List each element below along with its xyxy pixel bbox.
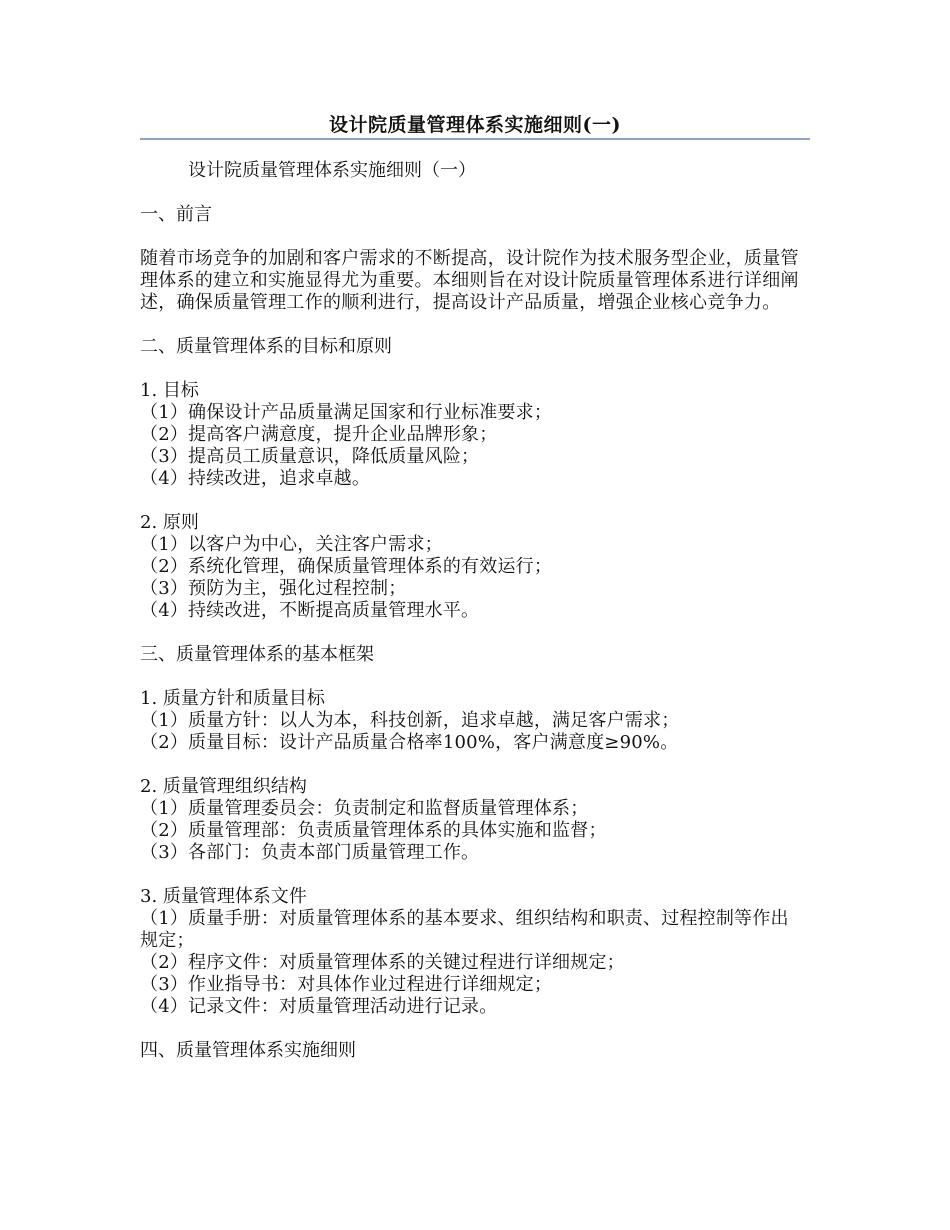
list-item: （1）质量手册：对质量管理体系的基本要求、组织结构和职责、过程控制等作出规定； bbox=[140, 908, 789, 951]
list-item: （3）预防为主，强化过程控制； bbox=[140, 578, 407, 599]
goals-group bbox=[140, 380, 805, 490]
list-item: （1）质量方针：以人为本，科技创新，追求卓越，满足客户需求； bbox=[140, 710, 680, 731]
document-body bbox=[140, 160, 805, 1084]
policy-label: 1. 质量方针和质量目标 bbox=[140, 688, 325, 709]
principles-group bbox=[140, 512, 805, 622]
list-item: （4）记录文件：对质量管理活动进行记录。 bbox=[140, 996, 498, 1017]
list-item: （4）持续改进，不断提高质量管理水平。 bbox=[140, 600, 480, 621]
list-item: （3）提高员工质量意识，降低质量风险； bbox=[140, 446, 480, 467]
policy-group bbox=[140, 688, 805, 754]
document-title: 设计院质量管理体系实施细则(一) bbox=[329, 114, 621, 136]
section-heading-implementation: 四、质量管理体系实施细则 bbox=[140, 1040, 356, 1061]
list-item: （3）各部门：负责本部门质量管理工作。 bbox=[140, 842, 480, 863]
title-underline bbox=[140, 138, 810, 140]
list-item: （2）提高客户满意度，提升企业品牌形象； bbox=[140, 424, 498, 445]
list-item: （3）作业指导书：对具体作业过程进行详细规定； bbox=[140, 974, 553, 995]
document-subtitle: 设计院质量管理体系实施细则（一） bbox=[188, 160, 476, 181]
documents-group bbox=[140, 886, 805, 1018]
section-heading-framework: 三、质量管理体系的基本框架 bbox=[140, 644, 374, 665]
organization-group bbox=[140, 776, 805, 864]
preface-paragraph: 随着市场竞争的加剧和客户需求的不断提高，设计院作为技术服务型企业，质量管理体系的建立和实施显得尤为重要。本细则旨在对设计院质量管理体系进行详细阐述，确保质量管理工作的顺利进行，提高设计产品质量，增强企业核心竞争力。 bbox=[140, 248, 799, 313]
list-item: （2）质量目标：设计产品质量合格率100%，客户满意度≥90%。 bbox=[140, 732, 679, 753]
organization-label: 2. 质量管理组织结构 bbox=[140, 776, 307, 797]
list-item: （1）以客户为中心，关注客户需求； bbox=[140, 534, 443, 555]
list-item: （2）系统化管理，确保质量管理体系的有效运行； bbox=[140, 556, 553, 577]
list-item: （4）持续改进，追求卓越。 bbox=[140, 468, 371, 489]
list-item: （1）确保设计产品质量满足国家和行业标准要求； bbox=[140, 402, 553, 423]
list-item: （2）程序文件：对质量管理体系的关键过程进行详细规定； bbox=[140, 952, 625, 973]
documents-label: 3. 质量管理体系文件 bbox=[140, 886, 307, 907]
principles-label: 2. 原则 bbox=[140, 512, 199, 533]
section-heading-preface: 一、前言 bbox=[140, 204, 212, 225]
goals-label: 1. 目标 bbox=[140, 380, 199, 401]
list-item: （1）质量管理委员会：负责制定和监督质量管理体系； bbox=[140, 798, 589, 819]
section-heading-goals-principles: 二、质量管理体系的目标和原则 bbox=[140, 336, 392, 357]
list-item: （2）质量管理部：负责质量管理体系的具体实施和监督； bbox=[140, 820, 607, 841]
